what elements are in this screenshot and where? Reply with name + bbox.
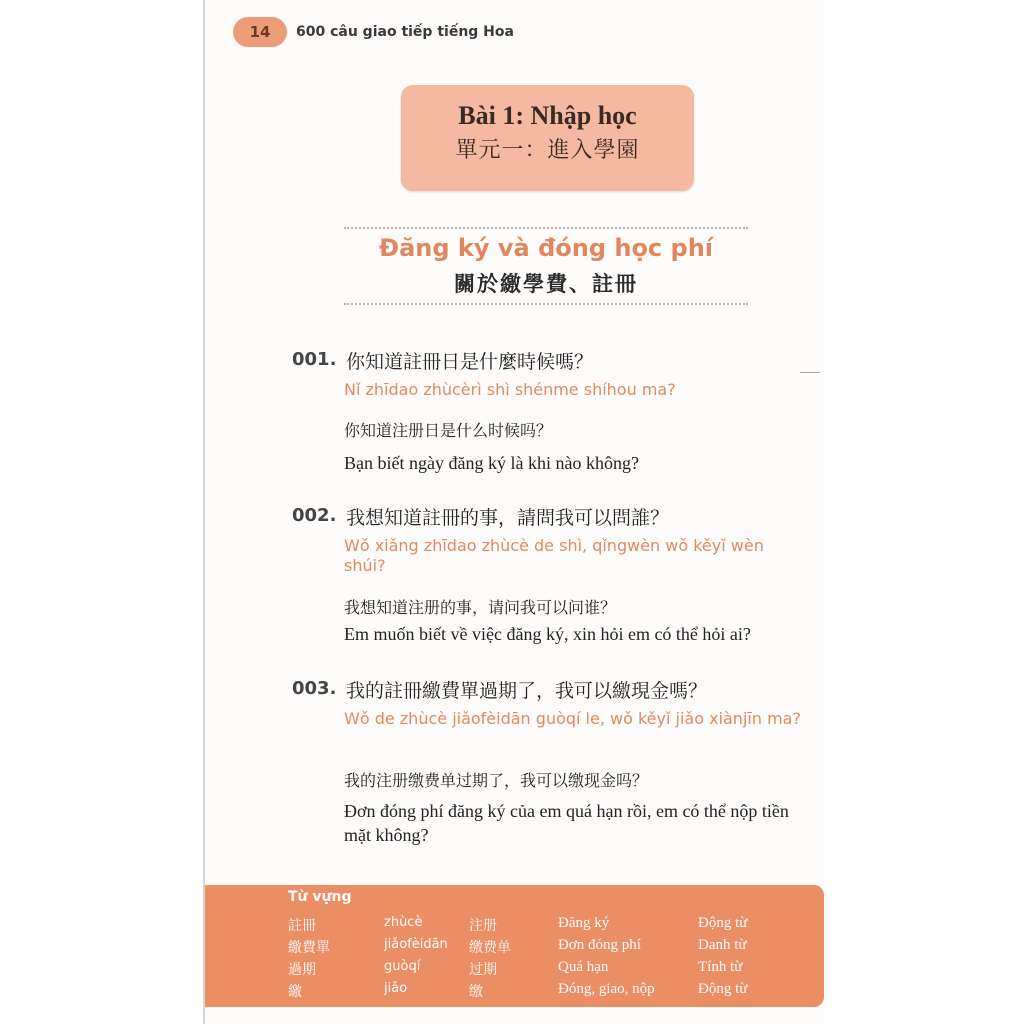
question-traditional: 我想知道註冊的事，請問我可以問誰？ xyxy=(346,507,670,529)
question-vietnamese: Bạn biết ngày đăng ký là khi nào không? xyxy=(344,453,639,473)
vocab-traditional: 繳 xyxy=(288,984,302,1000)
question-traditional: 你知道註冊日是什麼時候嗎？ xyxy=(346,351,594,373)
question-vietnamese: Em muốn biết về việc đăng ký, xin hỏi em có thể hỏi ai? xyxy=(344,624,751,644)
vocab-meaning: Đăng ký xyxy=(558,915,610,931)
lesson-title: Bài 1: Nhập học xyxy=(458,101,637,130)
vocabulary-row xyxy=(205,937,824,959)
vocabulary-row xyxy=(205,915,824,937)
lesson-title-chinese: 單元一：進入學園 xyxy=(455,138,640,163)
vocab-meaning: Đơn đóng phí xyxy=(558,937,641,953)
vocab-traditional: 繳費單 xyxy=(288,940,330,956)
vocab-simplified: 缴费单 xyxy=(469,940,511,956)
page-edge-mark xyxy=(800,372,820,373)
vocab-pinyin: zhùcè xyxy=(384,915,423,930)
question-pinyin: Wǒ de zhùcè jiǎofèidān guòqí le, wǒ kěyǐ jiǎo xiànjīn ma? xyxy=(344,709,801,728)
vocab-pinyin: jiǎofèidān xyxy=(384,937,448,952)
vocab-simplified: 注册 xyxy=(469,918,497,934)
question-number: 002. xyxy=(292,505,337,526)
question-vietnamese: Đơn đóng phí đăng ký của em quá hạn rồi, em có thể nộp tiền mặt không? xyxy=(344,801,789,845)
vocab-word-type: Động từ xyxy=(698,981,748,997)
vocab-meaning: Quá hạn xyxy=(558,959,609,975)
divider-bottom xyxy=(344,303,748,305)
lesson-title-box xyxy=(401,85,694,191)
question-pinyin: Wǒ xiǎng zhīdao zhùcè de shì, qǐngwèn wǒ kěyǐ wèn shúi? xyxy=(344,536,764,575)
vocab-word-type: Danh từ xyxy=(698,937,747,953)
vocabulary-row xyxy=(205,981,824,1003)
vocab-simplified: 缴 xyxy=(469,984,483,1000)
vocab-traditional: 註冊 xyxy=(288,918,316,934)
section-title: Đăng ký và đóng học phí xyxy=(378,234,714,262)
question-simplified: 你知道注册日是什么时候吗？ xyxy=(344,421,553,440)
vocab-pinyin: guòqí xyxy=(384,959,421,974)
vocab-word-type: Động từ xyxy=(698,915,748,931)
section-title-chinese: 關於繳學費、註冊 xyxy=(454,271,638,296)
question-simplified: 我想知道注册的事，请问我可以问谁？ xyxy=(344,598,617,617)
vocab-pinyin: jiǎo xyxy=(384,981,408,996)
vocabulary-row xyxy=(205,959,824,981)
question-simplified: 我的注册缴费单过期了，我可以缴现金吗？ xyxy=(344,771,649,790)
divider-top xyxy=(344,227,748,229)
vocab-simplified: 过期 xyxy=(469,962,497,978)
vocabulary-title: Từ vựng xyxy=(288,889,352,905)
book-title: 600 câu giao tiếp tiếng Hoa xyxy=(296,24,514,40)
vocabulary-box xyxy=(205,885,824,1007)
vocab-traditional: 過期 xyxy=(288,962,316,978)
vocab-meaning: Đóng, giao, nộp xyxy=(558,981,655,997)
question-number: 001. xyxy=(292,349,337,370)
question-pinyin: Nǐ zhīdao zhùcèrì shì shénme shíhou ma? xyxy=(344,380,676,399)
question-traditional: 我的註冊繳費單過期了，我可以繳現金嗎？ xyxy=(346,680,708,702)
vocab-word-type: Tính từ xyxy=(698,959,743,975)
page-number-badge: 14 xyxy=(233,17,287,47)
question-number: 003. xyxy=(292,678,337,699)
page-header xyxy=(233,17,514,47)
